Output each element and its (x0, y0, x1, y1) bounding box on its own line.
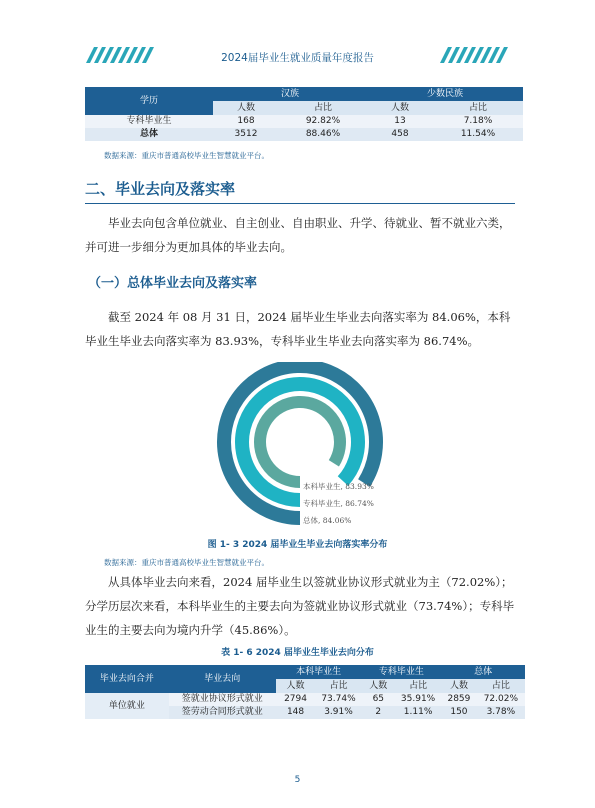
ethnicity-table (85, 87, 523, 141)
subsection-heading: （一）总体毕业去向及落实率 (88, 276, 258, 291)
cell: 148 (286, 707, 305, 717)
sub-ratio: 占比 (315, 679, 361, 693)
table-caption: 表 1- 6 2024 届毕业生毕业去向分布 (221, 648, 374, 658)
sub-ratio: 占比 (279, 101, 367, 115)
figure-caption: 图 1- 3 2024 届毕业生毕业去向落实率分布 (207, 540, 388, 550)
col-merge: 毕业去向合并 (85, 665, 169, 693)
cell: 65 (372, 694, 385, 704)
cell: 150 (450, 707, 468, 717)
paragraph: 从具体毕业去向来看，2024 届毕业生以签就业协议形式就业为主（72.02%）；分学历层次来看，本科毕业生的主要去向为签就业协议形式就业（73.74%）；专科毕业生的主要去向为境内升学（45.86%）。 (85, 575, 515, 637)
cell: 3512 (234, 129, 258, 139)
cell: 73.74% (321, 694, 356, 704)
cell: 2 (375, 707, 382, 717)
table-row (85, 693, 525, 706)
legend-undergrad: 本科毕业生, 83.93% (303, 482, 374, 491)
group-undergrad: 本科毕业生 (276, 665, 362, 679)
cell: 2859 (447, 694, 471, 704)
sub-ratio: 占比 (477, 679, 525, 693)
cell: 92.82% (305, 116, 341, 126)
cell: 专科毕业生 (126, 116, 172, 126)
sub-count: 人数 (362, 679, 396, 693)
group-junior: 专科毕业生 (362, 665, 442, 679)
paragraph: 截至 2024 年 08 月 31 日，2024 届毕业生毕业去向落实率为 84.06%，本科毕业生毕业去向落实率为 83.93%，专科毕业生毕业去向落实率为 86.74%。 (85, 310, 511, 348)
page-number: 5 (294, 775, 301, 785)
cell: 168 (237, 116, 255, 126)
table-row (85, 115, 523, 128)
cell: 11.54% (460, 129, 496, 139)
sub-count: 人数 (367, 101, 433, 115)
ring-undergrad (260, 402, 340, 482)
section-heading: 二、毕业去向及落实率 (85, 180, 236, 198)
cell: 13 (394, 116, 406, 126)
cell: 72.02% (483, 694, 519, 704)
destination-table (85, 665, 525, 719)
cell: 1.11% (403, 707, 433, 717)
heading-underline (85, 203, 515, 204)
cell: 总体 (139, 129, 158, 139)
group-han: 汉族 (213, 87, 367, 101)
table-row (85, 128, 523, 141)
cell: 签劳动合同形式就业 (181, 707, 263, 717)
col-destination: 毕业去向 (169, 665, 276, 693)
cell: 458 (391, 129, 409, 139)
cell: 2794 (284, 694, 307, 704)
group-minority: 少数民族 (367, 87, 523, 101)
cell: 35.91% (400, 694, 436, 704)
legend-junior: 专科毕业生, 86.74% (303, 499, 374, 508)
cell: 3.78% (486, 707, 516, 717)
cell: 单位就业 (85, 693, 169, 719)
paragraph: 毕业去向包含单位就业、自主创业、自由职业、升学、待就业、暂不就业六类，并可进一步细分为更加具体的毕业去向。 (85, 216, 511, 254)
sub-count: 人数 (441, 679, 477, 693)
sub-count: 人数 (276, 679, 316, 693)
sub-ratio: 占比 (395, 679, 441, 693)
cell: 7.18% (463, 116, 493, 126)
report-title: 2024届毕业生就业质量年度报告 (221, 52, 374, 64)
cell: 3.91% (324, 707, 353, 717)
sub-count: 人数 (213, 101, 279, 115)
cell: 签就业协议形式就业 (181, 694, 263, 704)
table-source: 数据来源：重庆市普通高校毕业生智慧就业平台。 (104, 151, 269, 160)
cell: 88.46% (305, 129, 341, 139)
sub-ratio: 占比 (433, 101, 523, 115)
legend-overall: 总体, 84.06% (303, 516, 352, 525)
col-education: 学历 (85, 87, 213, 115)
figure-source: 数据来源：重庆市普通高校毕业生智慧就业平台。 (104, 558, 269, 567)
group-total: 总体 (441, 665, 525, 679)
